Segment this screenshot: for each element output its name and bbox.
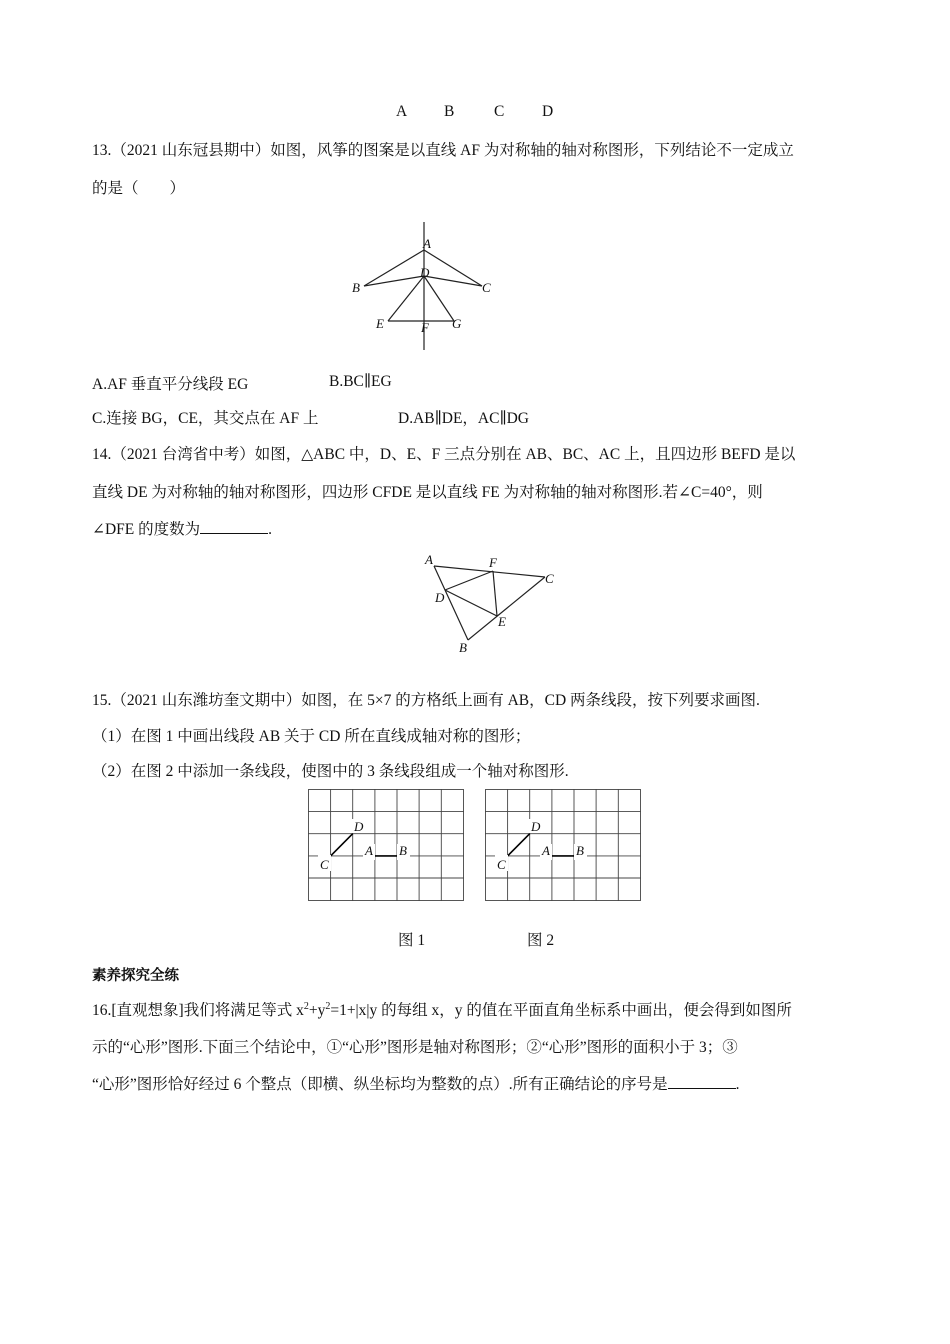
- label-a: A: [423, 236, 431, 251]
- label-f: F: [489, 555, 497, 570]
- label-b: B: [576, 843, 584, 858]
- q15-caption-1: 图 1: [398, 932, 426, 949]
- q16-answer-blank[interactable]: [668, 1074, 736, 1089]
- q14-stem-line1: 14.（2021 台湾省中考）如图，△ABC 中，D、E、F 三点分别在 AB、BC、AC 上，且四边形 BEFD 是以: [92, 446, 796, 463]
- label-e: E: [376, 316, 384, 331]
- label-a: A: [425, 552, 433, 567]
- label-d: D: [435, 590, 445, 605]
- label-b: B: [399, 843, 407, 858]
- section-title: 素养探究全练: [92, 968, 179, 984]
- q14-triangle-figure: [415, 548, 565, 658]
- label-c: C: [545, 571, 554, 586]
- q16-stem-line3: “心形”图形恰好经过 6 个整点（即横、纵坐标均为整数的点）.所有正确结论的序号是 .: [92, 1076, 740, 1093]
- q15-stem-line3: （2）在图 2 中添加一条线段，使图中的 3 条线段组成一个轴对称图形.: [92, 763, 569, 780]
- q15-grid-figure-2: [485, 789, 643, 903]
- label-a: A: [542, 843, 550, 858]
- q16-stem-line2: 示的“心形”图形.下面三个结论中，①“心形”图形是轴对称图形；②“心形”图形的面积小于 3；③: [92, 1039, 738, 1056]
- q15-grid-figure-1: [308, 789, 466, 903]
- segment-cd: [331, 834, 353, 856]
- q13-stem-line1: 13.（2021 山东冠县期中）如图，风筝的图案是以直线 AF 为对称轴的轴对称图形，下列结论不一定成立: [92, 142, 794, 159]
- label-g: G: [452, 316, 462, 331]
- label-c: C: [482, 280, 491, 295]
- segment-cd: [508, 834, 530, 856]
- label-c: C: [497, 857, 506, 872]
- q15-stem-line1: 15.（2021 山东潍坊奎文期中）如图，在 5×7 的方格纸上画有 AB，CD 两条线段，按下列要求画图.: [92, 692, 760, 709]
- label-e: E: [498, 614, 506, 629]
- q13-option-a: A.AF 垂直平分线段 EG: [92, 376, 249, 393]
- q14-stem-line3: ∠DFE 的度数为 .: [92, 521, 273, 538]
- label-c: C: [320, 857, 329, 872]
- q15-stem-line2: （1）在图 1 中画出线段 AB 关于 CD 所在直线成轴对称的图形；: [92, 728, 531, 745]
- q14-stem-text: ∠DFE 的度数为: [92, 521, 201, 538]
- q16-stem-line1: 16.[直观想象]我们将满足等式 $x^2+y^2=1+|x|y$ 的每组 x，y 的值在平面直角坐标系中画出，便会得到如图所: [92, 1000, 792, 1019]
- label-d: D: [420, 265, 430, 280]
- q12-option-a: A: [396, 103, 408, 120]
- q13-option-d: D.AB∥DE，AC∥DG: [398, 410, 530, 427]
- q13-stem-line2: 的是（ ）: [92, 180, 186, 197]
- label-b: B: [352, 280, 360, 295]
- label-b: B: [459, 640, 467, 655]
- label-a: A: [365, 843, 373, 858]
- q13-kite-figure: [340, 220, 530, 355]
- q13-option-c: C.连接 BG，CE，其交点在 AF 上: [92, 410, 319, 427]
- label-f: F: [421, 320, 429, 335]
- label-d: D: [531, 819, 541, 834]
- q12-option-d: D: [542, 103, 554, 120]
- q15-caption-2: 图 2: [527, 932, 555, 949]
- q12-option-b: B: [444, 103, 455, 120]
- q13-option-b: B.BC∥EG: [329, 373, 392, 390]
- q14-answer-blank[interactable]: [200, 519, 268, 534]
- q14-stem-line2: 直线 DE 为对称轴的轴对称图形，四边形 CFDE 是以直线 FE 为对称轴的轴对称图形.若∠C=40°，则: [92, 484, 763, 501]
- label-d: D: [354, 819, 364, 834]
- q12-option-c: C: [494, 103, 505, 120]
